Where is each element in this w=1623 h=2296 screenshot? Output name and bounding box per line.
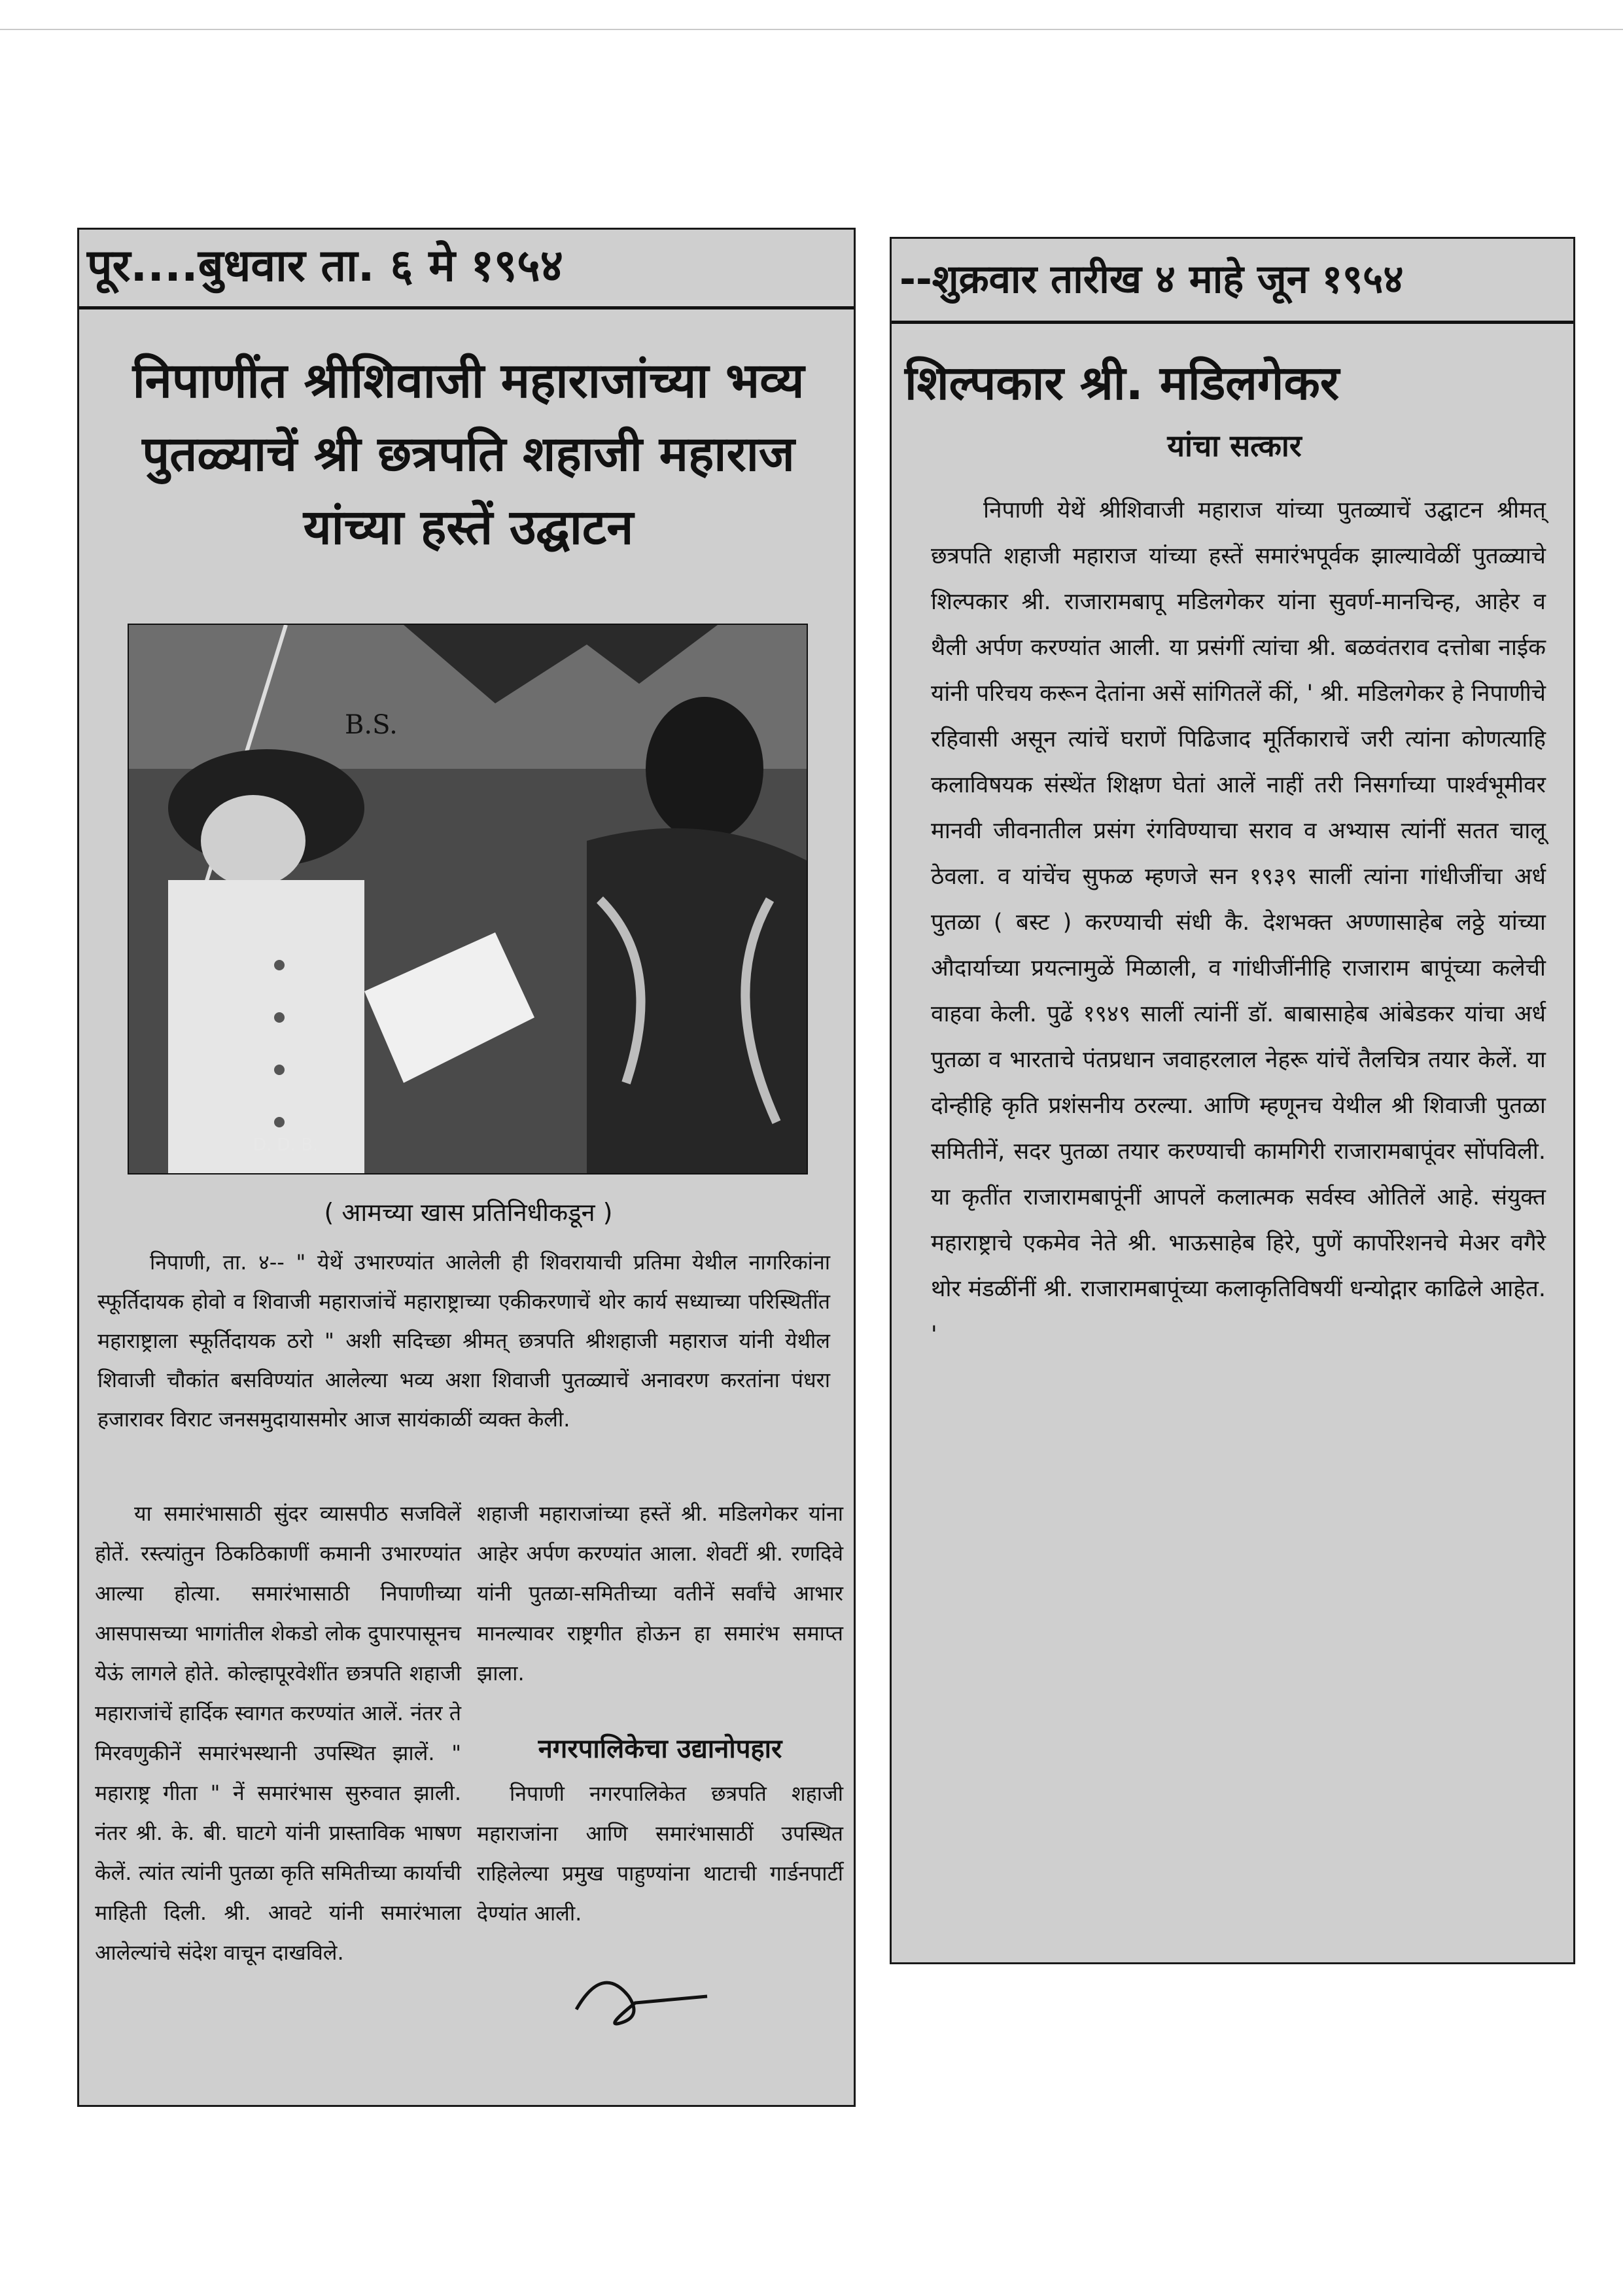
left-column-1: या समारंभासाठी सुंदर व्यासपीठ सजविलें होतें. रस्त्यांतुन ठिकठिकाणीं कमानी उभारण्यांत आल्या होत्या. समारंभासाठी निपाणीच्या आसपासच्या भागांतील शेकडो लोक दुपारपासूनच येऊं लागले होते. कोल्हापूरवेशींत छत्रपति शहाजी महाराजांचें हार्दिक स्वागत करण्यांत आलें. नंतर ते मिरवणुकीनें समारंभस्थानी उपस्थित झालें. " महाराष्ट्र गीता " नें समारंभास सुरुवात झाली. नंतर श्री. के. बी. घाटगे यांनी प्रास्ताविक भाषण केलें. त्यांत त्यांनी पुतळा कृति समितीच्या कार्याची माहिती दिली. श्री. आवटे यांनी समारंभाला आलेल्यांचे संदेश वाचून दाखविले. <box>95 1501 461 1965</box>
right-clipping <box>890 237 1575 1964</box>
photo-illustration <box>129 625 807 1173</box>
left-column-2-subheading: नगरपालिकेचा उद्यानोपहार <box>538 1734 782 1764</box>
signature-scribble <box>563 1957 720 2036</box>
right-headline: शिल्पकार श्री. मडिलगेकर <box>905 355 1340 410</box>
lead-paragraph: निपाणी, ता. ४-- " येथें उभारण्यांत आलेली ही शिवरायाची प्रतिमा येथील नागरिकांना स्फूर्तिदायक होवो व शिवाजी महाराजांचें महाराष्ट्राच्या एकीकरणाचें थोर कार्य सध्याच्या परिस्थितींत महाराष्ट्राला स्फूर्तिदायक ठरो " अशी सदिच्छा श्रीमत् छत्रपति श्रीशहाजी महाराज यांनी येथील शिवाजी चौकांत बसविण्यांत आलेल्या भव्य अशा शिवाजी पुतळ्याचें अनावरण करतांना पंधरा हजारावर विराट जनसमुदायासमोर आज सायंकाळीं व्यक्त केली. <box>97 1250 831 1432</box>
right-subheadline: यांचा सत्कार <box>1167 428 1302 463</box>
left-dateline: पूर....बुधवार ता. ६ मे १९५४ <box>79 230 854 309</box>
right-dateline: --शुक्रवार तारीख ४ माहे जून १९५४ <box>892 239 1573 324</box>
left-clipping <box>77 228 856 2107</box>
left-column-2-continued: निपाणी नगरपालिकेत छत्रपति शहाजी महाराजांना आणि समारंभासाठीं उपस्थित राहिलेल्या प्रमुख पाहुण्यांना थाटाची गार्डनपार्टी देण्यांत आली. <box>477 1781 843 1926</box>
statue-unveiling-photo <box>128 624 808 1174</box>
statue-head <box>646 697 763 841</box>
left-headline: निपाणींत श्रीशिवाजी महाराजांच्या भव्य पुतळ्याचें श्री छत्रपति शहाजी महाराज यांच्या हस्तें उद्घाटन <box>132 353 805 556</box>
photo-credit: D. D. B. <box>253 1135 319 1155</box>
photo-handwritten-note: B.S. <box>345 710 398 740</box>
right-body: निपाणी येथें श्रीशिवाजी महाराज यांच्या पुतळ्याचें उद्घाटन श्रीमत् छत्रपति शहाजी महाराज यांच्या हस्तें समारंभपूर्वक झाल्यावेळीं पुतळ्याचे शिल्पकार श्री. राजारामबापू मडिलगेकर यांना सुवर्ण-मानचिन्ह, आहेर व थैली अर्पण करण्यांत आली. या प्रसंगीं त्यांचा श्री. बळवंतराव दत्तोबा नाईक यांनी परिचय करून देतांना असें सांगितलें कीं, ' श्री. मडिलगेकर हे निपाणीचे रहिवासी असून त्यांचें घराणें पिढिजाद मूर्तिकाराचें जरी त्यांना कोणत्याहि कलाविषयक संस्थेंत शिक्षण घेतां आलें नाहीं तरी निसर्गाच्या पार्श्वभूमीवर मानवी जीवनातील प्रसंग रंगविण्याचा सराव व अभ्यास त्यांनीं सतत चालू ठेवला. व यांचेंच सुफळ म्हणजे सन १९३९ सालीं त्यांना गांधीजींचा अर्ध पुतळा ( बस्ट ) करण्याची संधी कै. देशभक्त अण्णासाहेब लठ्ठे यांच्या औदार्याच्या प्रयत्नामुळें मिळाली, व गांधीजींनीहि राजाराम बापूंच्या कलेची वाहवा केली. पुढें १९४९ सालीं त्यांनीं डॉ. बाबासाहेब आंबेडकर यांचा अर्ध पुतळा व भारताचे पंतप्रधान जवाहरलाल नेहरू यांचें तैलचित्र तयार केलें. या दोन्हीहि कृति प्रशंसनीय ठरल्या. आणि म्हणूनच येथील श्री शिवाजी पुतळा समितीनें, सदर पुतळा तयार करण्याची कामगिरी राजारामबापूंवर सोंपविली. या कृतींत राजारामबापूंनीं आपलें कलात्मक सर्वस्व ओतिलें आहे. संयुक्त महाराष्ट्राचे एकमेव नेते श्री. भाऊसाहेब हिरे, पुणें कार्पोरेशनचे मेअर वगैरे थोर मंडळींनीं श्री. राजारामबापूंच्या कलाकृतिविषयीं धन्योद्गार काढिले आहेत. ' <box>931 497 1546 1348</box>
figure-coat <box>168 880 364 1173</box>
scan-edge-line <box>0 29 1623 30</box>
byline: ( आमच्या खास प्रतिनिधीकडून ) <box>324 1198 613 1227</box>
left-column-2: शहाजी महाराजांच्या हस्तें श्री. मडिलगेकर यांना आहेर अर्पण करण्यांत आला. शेवटीं श्री. रणदिवे यांनी पुतळा-समितीच्या वतीनें सर्वांचे आभार मानल्यावर राष्ट्रगीत होऊन हा समारंभ समाप्त झाला. <box>477 1501 843 1686</box>
